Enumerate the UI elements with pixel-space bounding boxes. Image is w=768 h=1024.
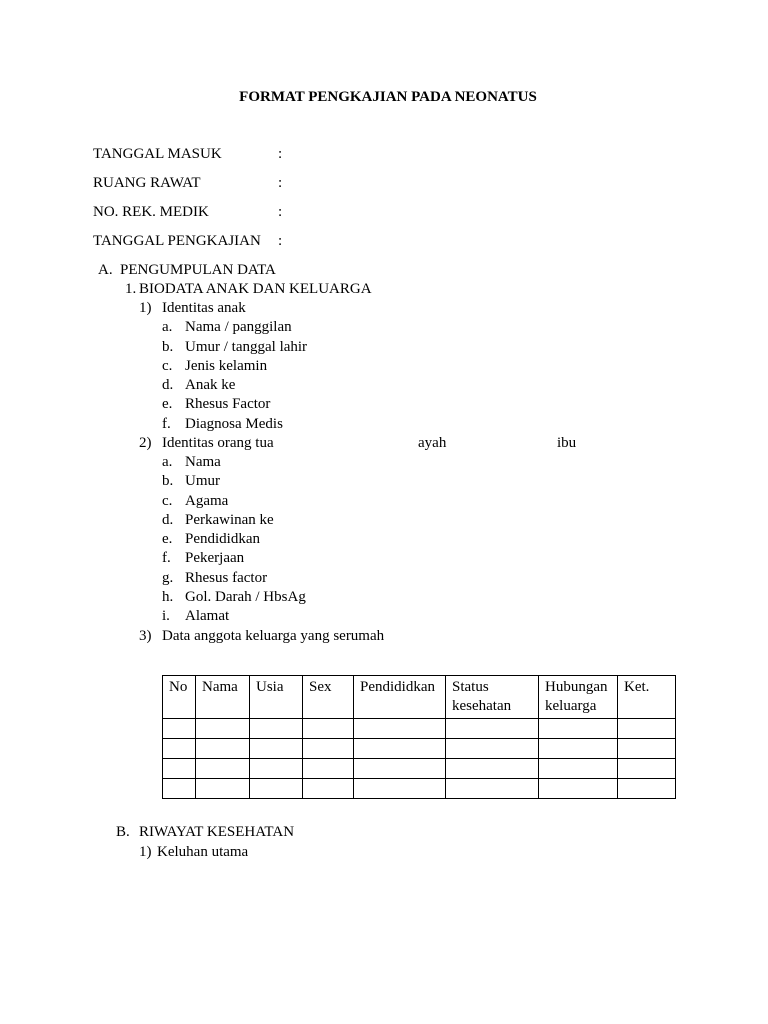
table-cell[interactable] xyxy=(446,759,539,779)
list-item-marker: b. xyxy=(162,339,174,355)
list-item: Rhesus Factor xyxy=(185,396,271,412)
table-cell[interactable] xyxy=(618,739,676,759)
family-members-table xyxy=(162,675,676,799)
document-title: FORMAT PENGKAJIAN PADA NEONATUS xyxy=(239,89,537,105)
table-cell[interactable] xyxy=(446,779,539,799)
list-item: Pekerjaan xyxy=(185,550,245,566)
table-row xyxy=(163,739,676,759)
table-cell[interactable] xyxy=(354,739,446,759)
column-header-nama: Nama xyxy=(196,676,250,719)
keluhan-utama-title: Keluhan utama xyxy=(157,844,249,860)
table-cell[interactable] xyxy=(446,719,539,739)
list-item: Rhesus factor xyxy=(185,570,268,586)
table-cell[interactable] xyxy=(446,739,539,759)
list-item-marker: a. xyxy=(162,319,173,335)
table-cell[interactable] xyxy=(250,719,303,739)
field-tanggal-pengkajian-label: TANGGAL PENGKAJIAN xyxy=(93,233,261,249)
table-cell[interactable] xyxy=(303,719,354,739)
list-item: Umur xyxy=(185,473,220,489)
column-header-sex: Sex xyxy=(303,676,354,719)
list-item: Alamat xyxy=(185,608,230,624)
list-item-marker: f. xyxy=(162,416,171,432)
field-tanggal-pengkajian-colon: : xyxy=(278,233,283,249)
column-header-hubungan-keluarga: Hubungan keluarga xyxy=(539,676,618,719)
list-item: Nama / panggilan xyxy=(185,319,292,335)
column-ibu-label: ibu xyxy=(557,435,577,451)
table-cell[interactable] xyxy=(354,779,446,799)
list-item-marker: i. xyxy=(162,608,170,624)
anggota-keluarga-marker: 3) xyxy=(139,628,152,644)
table-cell[interactable] xyxy=(250,739,303,759)
table-cell[interactable] xyxy=(354,719,446,739)
list-item-marker: h. xyxy=(162,589,174,605)
field-ruang-rawat-label: RUANG RAWAT xyxy=(93,175,201,191)
table-row xyxy=(163,759,676,779)
list-item: Jenis kelamin xyxy=(185,358,268,374)
table-header-row xyxy=(163,676,676,719)
table-row xyxy=(163,779,676,799)
table-cell[interactable] xyxy=(196,759,250,779)
field-ruang-rawat-colon: : xyxy=(278,175,283,191)
list-item: Gol. Darah / HbsAg xyxy=(185,589,306,605)
column-ayah-label: ayah xyxy=(418,435,447,451)
list-item-marker: e. xyxy=(162,531,173,547)
column-header-pendididkan: Pendididkan xyxy=(354,676,446,719)
table-cell[interactable] xyxy=(163,719,196,739)
identitas-ortu-title: Identitas orang tua xyxy=(162,435,274,451)
table-cell[interactable] xyxy=(539,779,618,799)
list-item-marker: d. xyxy=(162,512,174,528)
section-b-marker: B. xyxy=(116,824,130,840)
table-cell[interactable] xyxy=(250,759,303,779)
table-cell[interactable] xyxy=(354,759,446,779)
list-item-marker: g. xyxy=(162,570,174,586)
column-header-usia: Usia xyxy=(250,676,303,719)
identitas-anak-title: Identitas anak xyxy=(162,300,246,316)
list-item-marker: d. xyxy=(162,377,174,393)
column-header-no: No xyxy=(163,676,196,719)
section-a-marker: A. xyxy=(98,262,113,278)
table-cell[interactable] xyxy=(303,739,354,759)
list-item-marker: c. xyxy=(162,358,173,374)
list-item: Pendididkan xyxy=(185,531,260,547)
list-item: Umur / tanggal lahir xyxy=(185,339,308,355)
list-item-marker: f. xyxy=(162,550,171,566)
list-item: Agama xyxy=(185,493,229,509)
table-cell[interactable] xyxy=(163,759,196,779)
field-tanggal-masuk-colon: : xyxy=(278,146,283,162)
table-cell[interactable] xyxy=(196,739,250,759)
table-row xyxy=(163,719,676,739)
table-cell[interactable] xyxy=(618,759,676,779)
list-item: Nama xyxy=(185,454,221,470)
table-cell[interactable] xyxy=(163,779,196,799)
subsection-1-title: BIODATA ANAK DAN KELUARGA xyxy=(139,281,372,297)
table-cell[interactable] xyxy=(539,719,618,739)
list-item-marker: c. xyxy=(162,493,173,509)
section-a-title: PENGUMPULAN DATA xyxy=(120,262,276,278)
table-cell[interactable] xyxy=(303,779,354,799)
table-cell[interactable] xyxy=(618,779,676,799)
list-item-marker: e. xyxy=(162,396,173,412)
table-cell[interactable] xyxy=(250,779,303,799)
table-cell[interactable] xyxy=(539,759,618,779)
keluhan-utama-marker: 1) xyxy=(139,844,152,860)
list-item-marker: a. xyxy=(162,454,173,470)
list-item: Anak ke xyxy=(185,377,236,393)
list-item: Diagnosa Medis xyxy=(185,416,283,432)
identitas-anak-marker: 1) xyxy=(139,300,152,316)
field-no-rek-medik-colon: : xyxy=(278,204,283,220)
table-cell[interactable] xyxy=(618,719,676,739)
field-tanggal-masuk-label: TANGGAL MASUK xyxy=(93,146,222,162)
identitas-ortu-marker: 2) xyxy=(139,435,152,451)
anggota-keluarga-title: Data anggota keluarga yang serumah xyxy=(162,628,385,644)
column-header-ket: Ket. xyxy=(618,676,676,719)
list-item: Perkawinan ke xyxy=(185,512,274,528)
list-item-marker: b. xyxy=(162,473,174,489)
section-b-title: RIWAYAT KESEHATAN xyxy=(139,824,295,840)
column-header-status-kesehatan: Status kesehatan xyxy=(446,676,539,719)
subsection-1-marker: 1. xyxy=(125,281,137,297)
table-cell[interactable] xyxy=(196,779,250,799)
table-cell[interactable] xyxy=(303,759,354,779)
table-cell[interactable] xyxy=(196,719,250,739)
field-no-rek-medik-label: NO. REK. MEDIK xyxy=(93,204,209,220)
table-cell[interactable] xyxy=(539,739,618,759)
table-cell[interactable] xyxy=(163,739,196,759)
